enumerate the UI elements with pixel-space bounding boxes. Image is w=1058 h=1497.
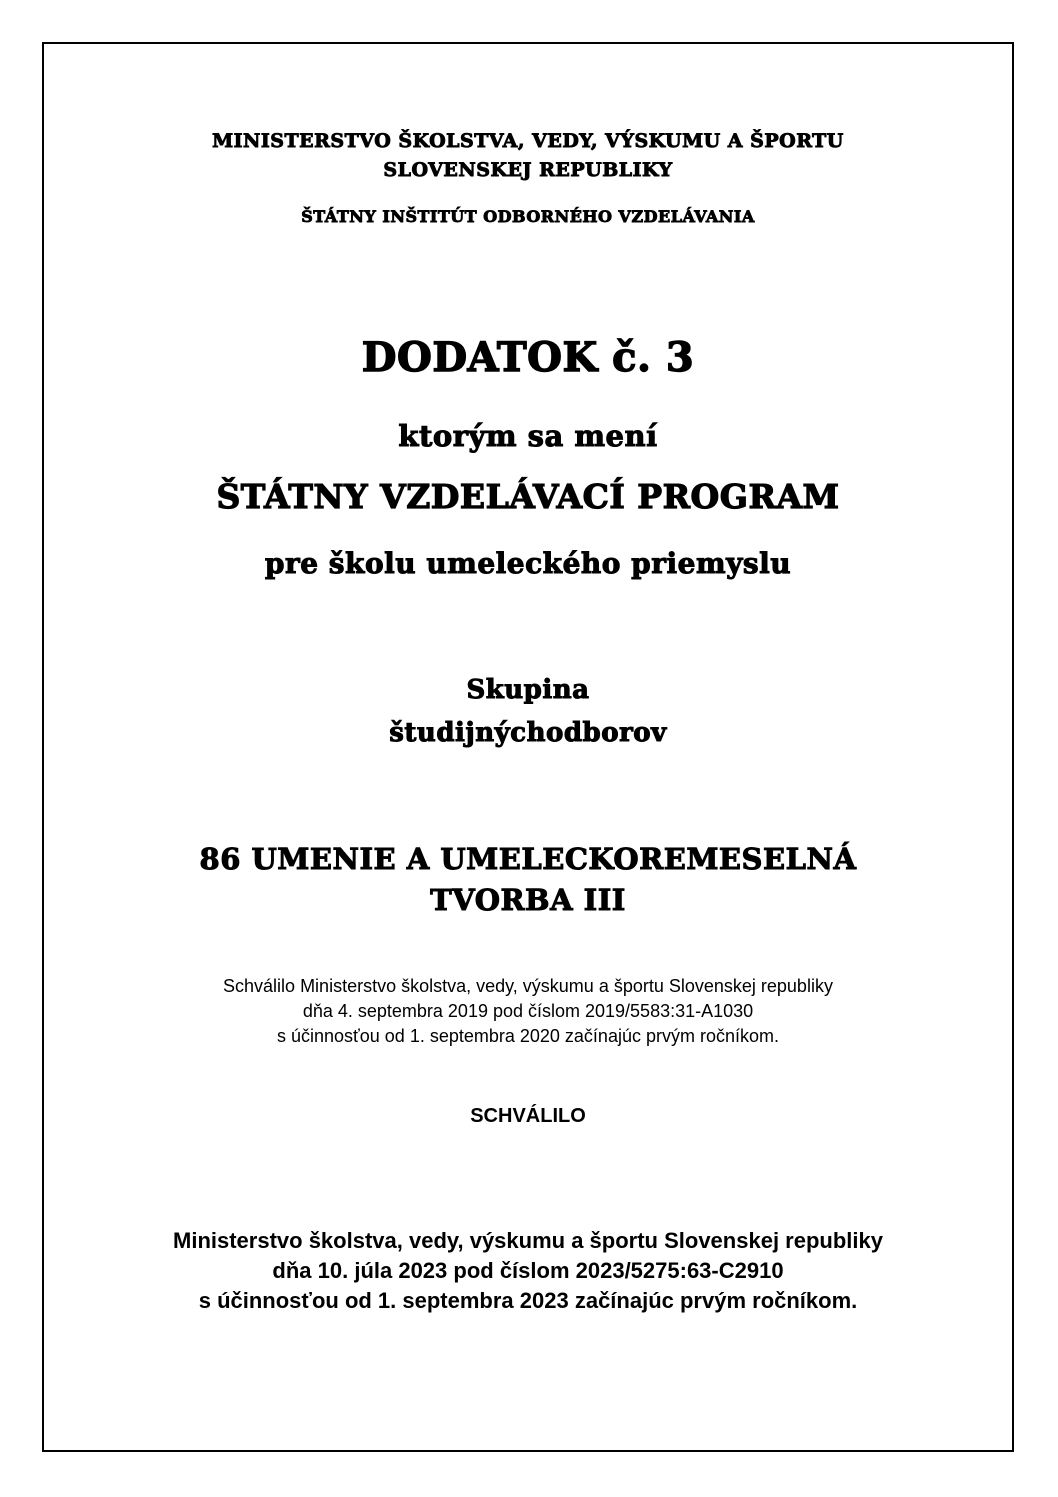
- document-title: DODATOK č. 3: [361, 334, 695, 381]
- title-subtitle-3: pre školu umeleckého priemyslu: [264, 547, 792, 580]
- original-approval-line2: dňa 4. septembra 2019 pod číslom 2019/5583:31-A1030: [302, 1001, 754, 1021]
- field-name-line2: TVORBA III: [430, 883, 626, 917]
- final-approval-line2: dňa 10. júla 2023 pod číslom 2023/5275:63-C2910: [272, 1258, 784, 1283]
- original-approval-line3: s účinnosťou od 1. septembra 2020 začínajúc prvým ročníkom.: [276, 1026, 779, 1046]
- title-subtitle-1: ktorým sa mení: [398, 419, 658, 453]
- ministry-name-line2: SLOVENSKEJ REPUBLIKY: [383, 159, 673, 181]
- field-name-line1: 86 UMENIE A UMELECKOREMESELNÁ: [199, 842, 857, 876]
- institute-name: ŠTÁTNY INŠTITÚT ODBORNÉHO VZDELÁVANIA: [301, 207, 755, 226]
- original-approval-line1: Schválilo Ministerstvo školstva, vedy, výskumu a športu Slovenskej republiky: [223, 976, 833, 996]
- group-label-line2: študijnýchodborov: [389, 718, 667, 748]
- title-subtitle-2: ŠTÁTNY VZDELÁVACÍ PROGRAM: [216, 477, 840, 516]
- approved-label: SCHVÁLILO: [470, 1105, 586, 1127]
- final-approval-line1: Ministerstvo školstva, vedy, výskumu a športu Slovenskej republiky: [173, 1228, 883, 1253]
- ministry-name-line1: MINISTERSTVO ŠKOLSTVA, VEDY, VÝSKUMU A ŠPORTU: [212, 130, 844, 152]
- final-approval-line3: s účinnosťou od 1. septembra 2023 začínajúc prvým ročníkom.: [198, 1288, 858, 1313]
- group-label-line1: Skupina: [466, 675, 590, 705]
